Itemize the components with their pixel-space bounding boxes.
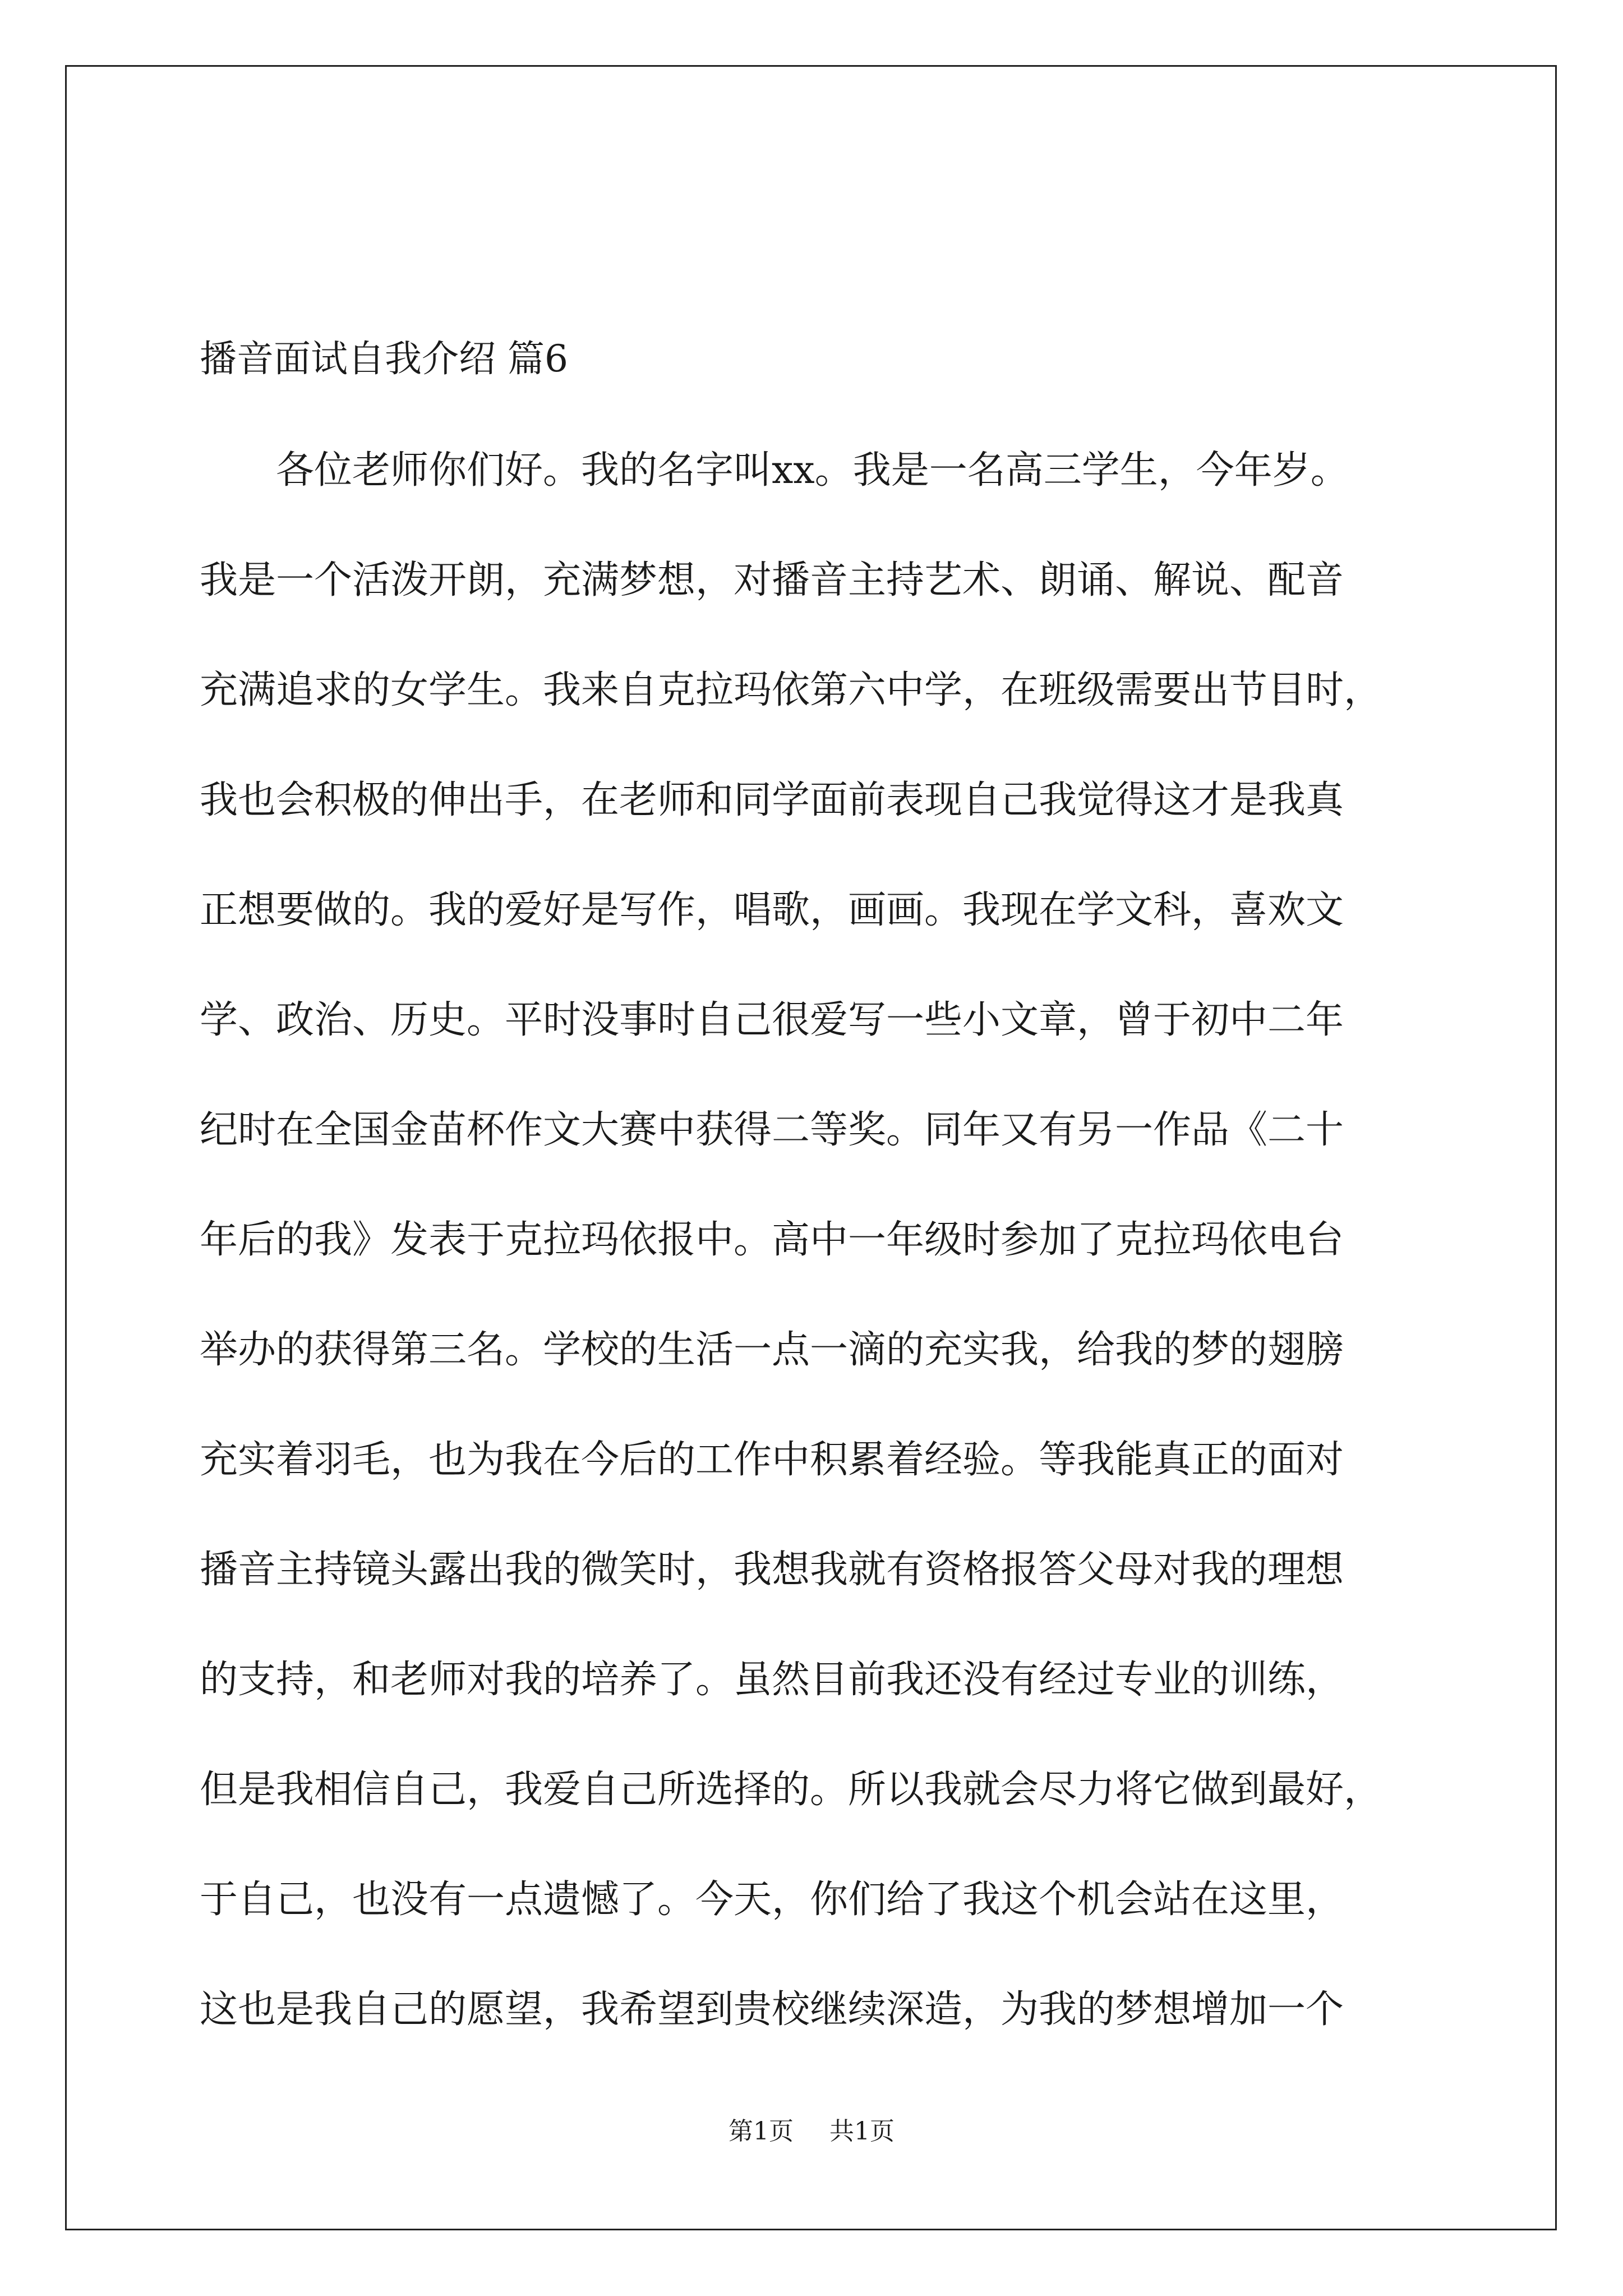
body-line: 这也是我自己的愿望，我希望到贵校继续深造，为我的梦想增加一个 (200, 1987, 1344, 2032)
body-line: 充实着羽毛，也为我在今后的工作中积累着经验。等我能真正的面对 (200, 1438, 1344, 1482)
body-line: 年后的我》发表于克拉玛依报中。高中一年级时参加了克拉玛依电台 (200, 1218, 1344, 1262)
page-number: 第1页 (728, 2117, 794, 2146)
body-line: 播音主持镜头露出我的微笑时，我想我就有资格报答父母对我的理想 (200, 1548, 1344, 1592)
body-line: 但是我相信自己，我爱自己所选择的。所以我就会尽力将它做到最好， (200, 1768, 1382, 1812)
document-title: 播音面试自我介绍 篇6 (200, 337, 568, 380)
body-line: 学、政治、历史。平时没事时自己很爱写一些小文章，曾于初中二年 (200, 998, 1344, 1042)
body-line: 我是一个活泼开朗，充满梦想，对播音主持艺术、朗诵、解说、配音 (200, 558, 1344, 602)
body-line: 各位老师你们好。我的名字叫xx。我是一名高三学生，今年岁。 (276, 448, 1349, 493)
body-line: 举办的获得第三名。学校的生活一点一滴的充实我，给我的梦的翅膀 (200, 1328, 1344, 1372)
document-body (200, 429, 1428, 2078)
body-line: 的支持，和老师对我的培养了。虽然目前我还没有经过专业的训练， (200, 1658, 1344, 1702)
body-line: 正想要做的。我的爱好是写作，唱歌，画画。我现在学文科，喜欢文 (200, 888, 1344, 932)
body-line: 于自己，也没有一点遗憾了。今天，你们给了我这个机会站在这里， (200, 1878, 1344, 1922)
body-line: 充满追求的女学生。我来自克拉玛依第六中学，在班级需要出节目时， (200, 668, 1382, 712)
page-total: 共1页 (829, 2117, 895, 2146)
body-line: 我也会积极的伸出手，在老师和同学面前表现自己我觉得这才是我真 (200, 778, 1344, 822)
page-footer (0, 2115, 1623, 2148)
body-line: 纪时在全国金苗杯作文大赛中获得二等奖。同年又有另一作品《二十 (200, 1108, 1344, 1152)
